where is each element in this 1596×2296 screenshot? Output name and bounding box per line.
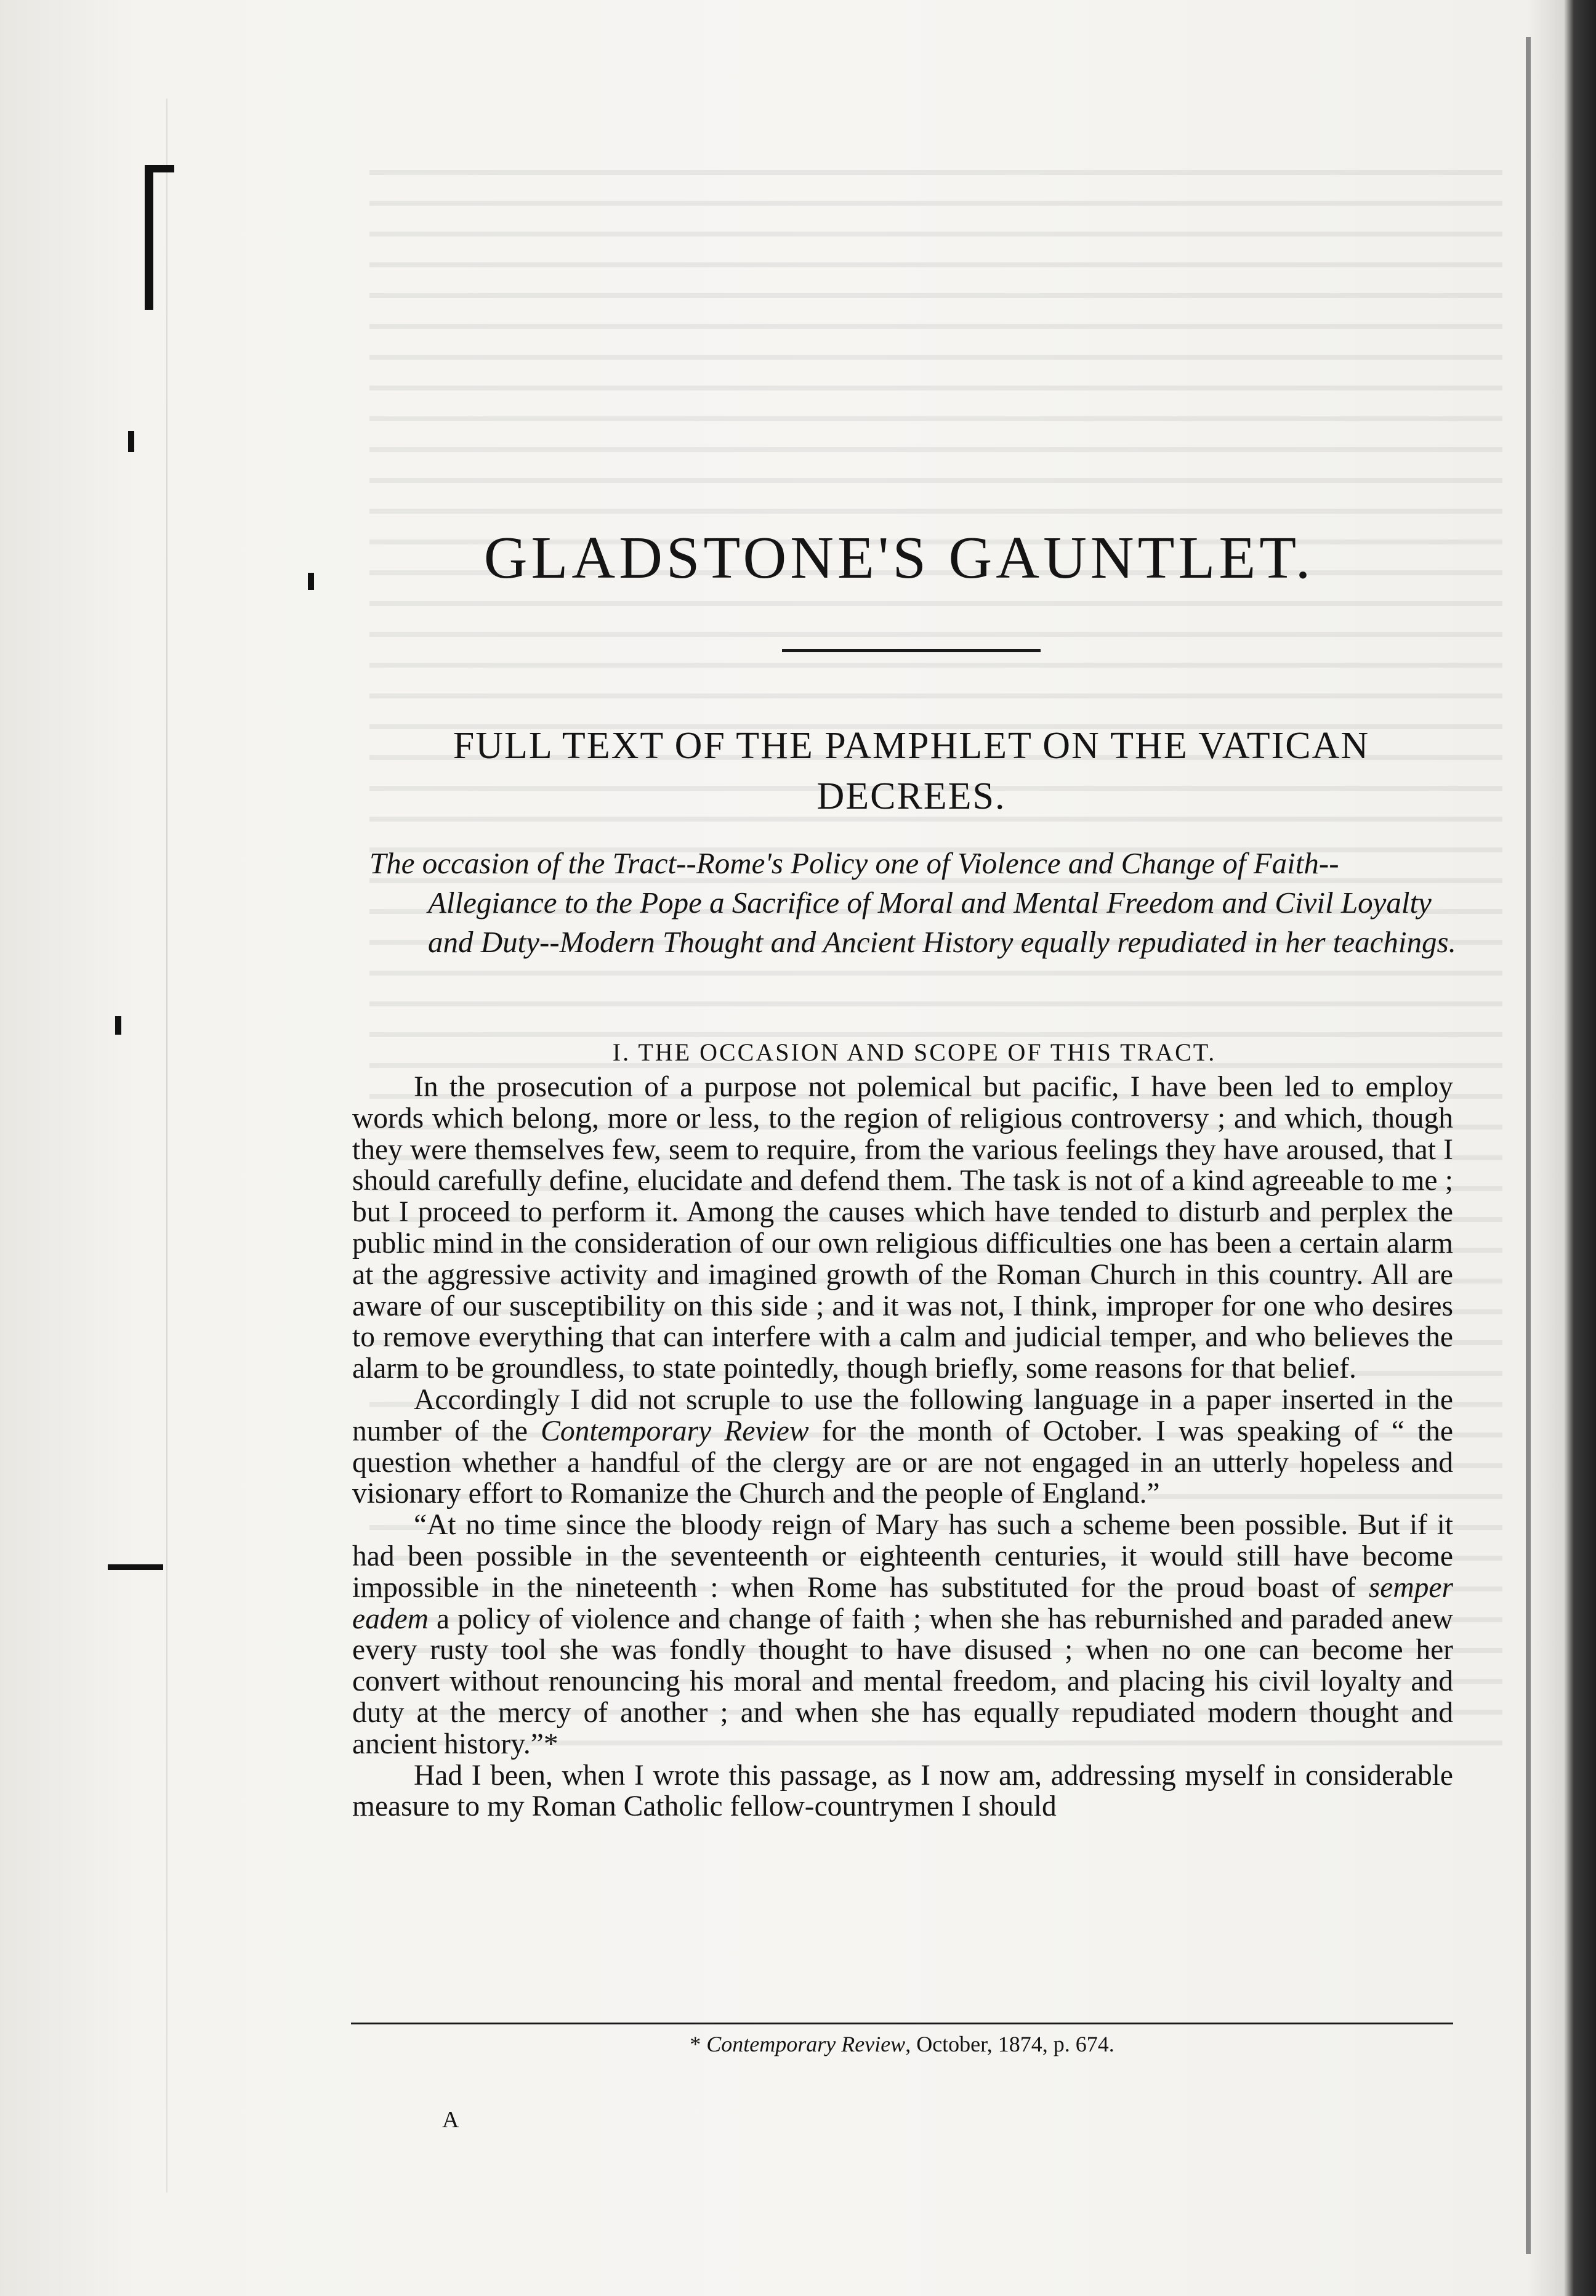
paragraph-2-italic: Contemporary Review	[541, 1415, 809, 1447]
footnote-details: , October, 1874, p. 674.	[905, 2032, 1114, 2056]
document-title: GLADSTONE'S GAUNTLET.	[483, 525, 1315, 591]
page-fold-line	[166, 99, 167, 2193]
paragraph-1: In the prosecution of a purpose not polemical but pacific, I have been led to employ words which belong, more or less, to the region of religious controversy ; and which, though they were themselves few, seem to require, from the various feelings they have aroused, that I should carefully define, elucidate and defend them. The task is not of a kind agreeable to me ; but I proceed to perform it. Among the causes which have tended to disturb and perplex the public mind in the consideration of our own religious difficulties one has been a certain alarm at the aggressive activity and imagined growth of the Roman Church in this country. All are aware of our susceptibility on this side ; and it was not, I think, improper for one who desires to remove everything that can interfere with a calm and judicial temper, and who believes the alarm to be groundless, to state pointedly, though briefly, some reasons for that belief.	[352, 1071, 1453, 1385]
footnote	[351, 2031, 1453, 2057]
scan-mark-dot	[115, 1016, 121, 1035]
paragraph-3-text-end: a policy of violence and change of faith ; when she has reburnished and paraded anew every rusty tool she was fondly thought to have disused ; when no one can become her convert without renouncing his moral and mental freedom, and placing his civil loyalty and duty at the mercy of another ; and when she has equally repudiated modern thought and ancient history.”*	[352, 1603, 1453, 1760]
scan-mark-bracket	[145, 165, 153, 310]
footnote-marker: *	[690, 2032, 707, 2056]
footnote-source: Contemporary Review	[706, 2032, 906, 2056]
scan-mark-bracket	[145, 165, 174, 172]
paragraph-3	[352, 1510, 1453, 1760]
scan-mark-dash	[108, 1564, 163, 1570]
paragraph-2	[352, 1384, 1453, 1510]
summary-paragraph: The occasion of the Tract--Rome's Policy one of Violence and Change of Faith--Allegiance to the Pope a Sacrifice of Moral and Mental Freedom and Civil Loyalty and Duty--Modern Thought and Ancient History equally repudiated in her teachings.	[369, 846, 1456, 959]
paragraph-3-italic: semper eadem	[352, 1571, 1453, 1635]
title-divider	[782, 649, 1041, 652]
paragraph-4: Had I been, when I wrote this passage, as I now am, addressing myself in considerable measure to my Roman Catholic fellow-countrymen I should	[352, 1759, 1453, 1823]
paragraph-3-text: “At no time since the bloody reign of Mary has such a scheme been possible. But if it had been possible in the seventeenth or eighteenth centuries, it would still have become impossible in the nineteenth : when Rome has substituted for the proud boast of	[352, 1509, 1453, 1604]
scan-mark-edge	[1526, 37, 1531, 2254]
scan-mark-dot	[308, 573, 314, 590]
section-heading: I. THE OCCASION AND SCOPE OF THIS TRACT.	[612, 1038, 1217, 1066]
body-text	[352, 1072, 1453, 1822]
paragraph-2-text: Accordingly I did not scruple to use the following language in a paper inserted in the number of the	[352, 1383, 1453, 1447]
footnote-divider	[351, 2023, 1453, 2024]
paragraph-2-text-end: for the month of October. I was speaking of “ the question whether a handful of the clergy are or are not engaged in an utterly hopeless and visionary effort to Romanize the Church and the people of England.”	[352, 1415, 1453, 1510]
signature-mark: A	[442, 2107, 459, 2133]
scan-mark-dot	[128, 431, 134, 452]
document-subtitle: FULL TEXT OF THE PAMPHLET ON THE VATICAN DECREES.	[453, 725, 1370, 817]
